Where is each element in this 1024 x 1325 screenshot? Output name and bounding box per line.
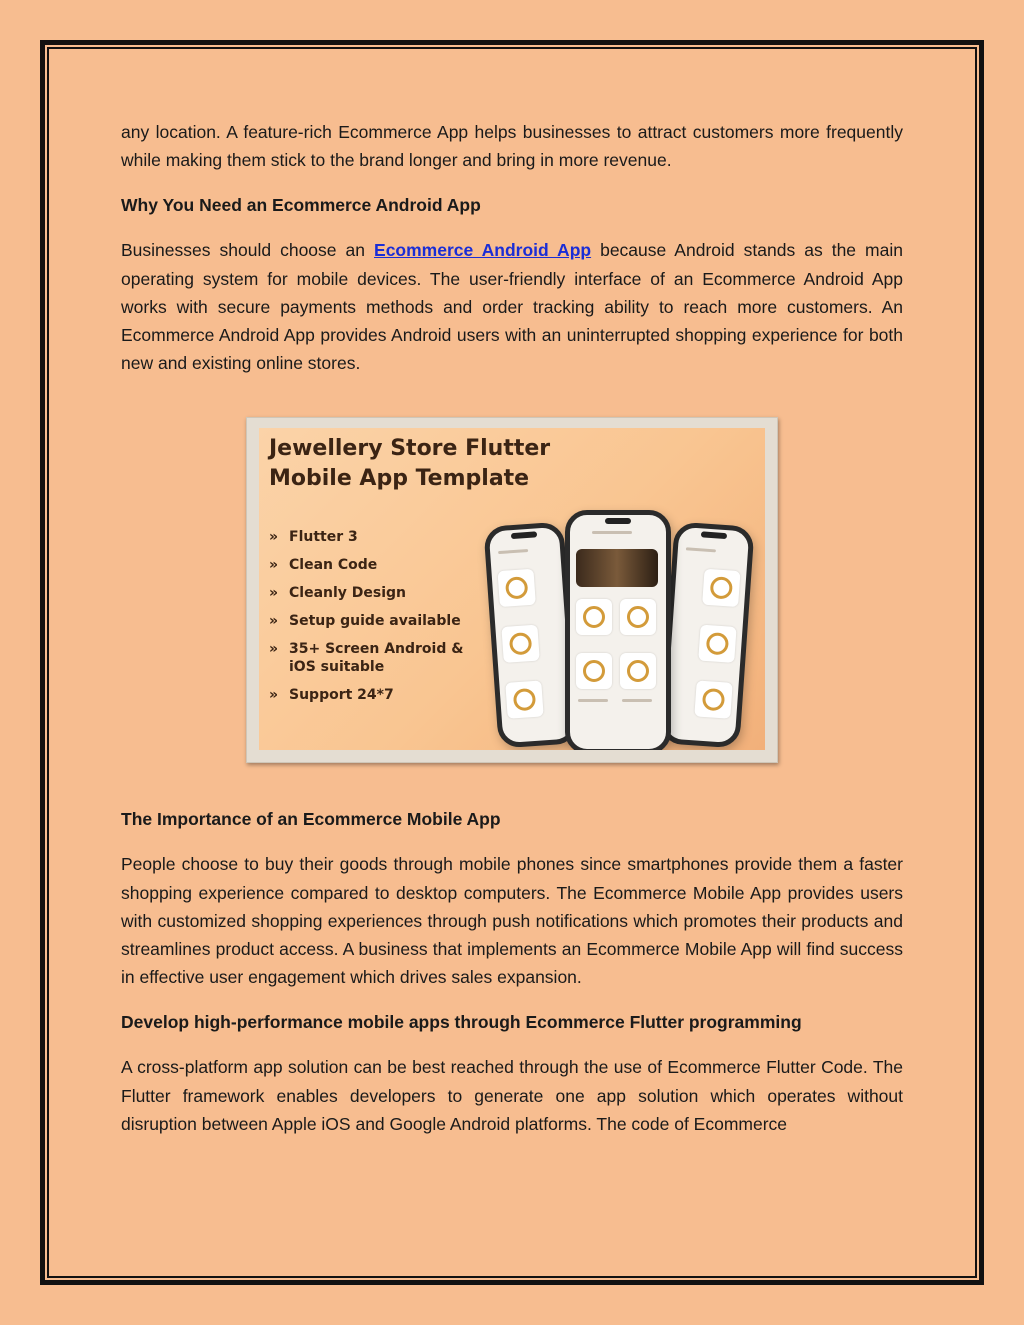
placeholder-line	[686, 548, 716, 553]
product-thumbnail	[505, 681, 543, 719]
product-thumbnail	[698, 625, 736, 663]
why-text-start: Businesses should choose an	[121, 240, 375, 261]
intro-paragraph: any location. A feature-rich Ecommerce App helps businesses to attract customers more frequently while making them stick to the brand longer and bring in more revenue.	[121, 122, 903, 171]
feature-list	[269, 528, 489, 714]
feature-item: » Cleanly Design	[269, 585, 407, 602]
banner-title	[269, 434, 569, 494]
promo-image-frame	[246, 417, 778, 763]
product-thumbnail	[576, 653, 612, 689]
earring-icon	[710, 577, 733, 600]
product-thumbnail	[694, 681, 732, 719]
document-body	[121, 118, 903, 1155]
hero-product-image	[576, 549, 658, 587]
why-text-end: because Android stands as the main operating system for mobile devices. The user-friendly interface of an Ecommerce Android App works with secure payments methods and order tracking ability to reach more customers. An Ecommerce Android App provides Android users with an uninterrupted shopping experience for both new and existing online stores.	[121, 240, 903, 374]
jewellery-template-banner	[259, 428, 765, 750]
phone-mockup-right	[659, 522, 754, 749]
feature-item: » Setup guide available	[269, 613, 461, 630]
ring-icon	[513, 688, 536, 711]
banner-title-line1: Jewellery Store Flutter	[269, 436, 551, 462]
flutter-heading: Develop high-performance mobile apps through Ecommerce Flutter programming	[121, 1012, 802, 1033]
banner-title-line2: Mobile App Template	[269, 466, 530, 492]
ring-icon	[702, 688, 725, 711]
product-thumbnail	[702, 569, 740, 607]
placeholder-line	[622, 699, 652, 702]
ring-icon	[583, 660, 605, 682]
phone-notch	[701, 532, 727, 540]
necklace-icon	[627, 660, 649, 682]
product-thumbnail	[620, 653, 656, 689]
ring-icon	[706, 632, 729, 655]
why-heading: Why You Need an Ecommerce Android App	[121, 195, 481, 216]
double-chevron-icon: »	[269, 641, 279, 658]
phone-notch	[605, 518, 631, 524]
star-pendant-icon	[583, 606, 605, 628]
product-thumbnail	[576, 599, 612, 635]
importance-heading: The Importance of an Ecommerce Mobile App	[121, 809, 501, 830]
phone-notch	[511, 532, 537, 540]
double-chevron-icon: »	[269, 557, 279, 574]
placeholder-line	[578, 699, 608, 702]
placeholder-line	[498, 549, 528, 554]
feature-item: » 35+ Screen Android & iOS suitable	[269, 641, 464, 676]
flutter-paragraph: A cross-platform app solution can be best reached through the use of Ecommerce Flutter Code. The Flutter framework enables developers to generate one app solution which operates without disruption between Apple iOS and Google Android platforms. The code of Ecommerce	[121, 1057, 903, 1134]
product-thumbnail	[501, 625, 539, 663]
feature-item: » Support 24*7	[269, 687, 394, 704]
earring-icon	[627, 606, 649, 628]
product-thumbnail	[620, 599, 656, 635]
ecommerce-android-app-link[interactable]: Ecommerce Android App	[374, 240, 592, 261]
why-paragraph	[121, 236, 903, 377]
double-chevron-icon: »	[269, 529, 279, 546]
double-chevron-icon: »	[269, 585, 279, 602]
importance-paragraph: People choose to buy their goods through mobile phones since smartphones provide them a faster shopping experience compared to desktop computers. The Ecommerce Mobile App provides users with customized shopping experiences through push notifications which promotes their products and streamlines product access. A business that implements an Ecommerce Mobile App will find success in effective user engagement which drives sales expansion.	[121, 854, 903, 988]
feature-item: » Clean Code	[269, 557, 378, 574]
product-thumbnail	[497, 569, 535, 607]
ring-icon	[505, 577, 528, 600]
feature-item: » Flutter 3	[269, 529, 358, 546]
ring-icon	[509, 632, 532, 655]
double-chevron-icon: »	[269, 613, 279, 630]
placeholder-line	[592, 531, 632, 534]
double-chevron-icon: »	[269, 687, 279, 704]
phone-mockup-center	[565, 510, 671, 750]
